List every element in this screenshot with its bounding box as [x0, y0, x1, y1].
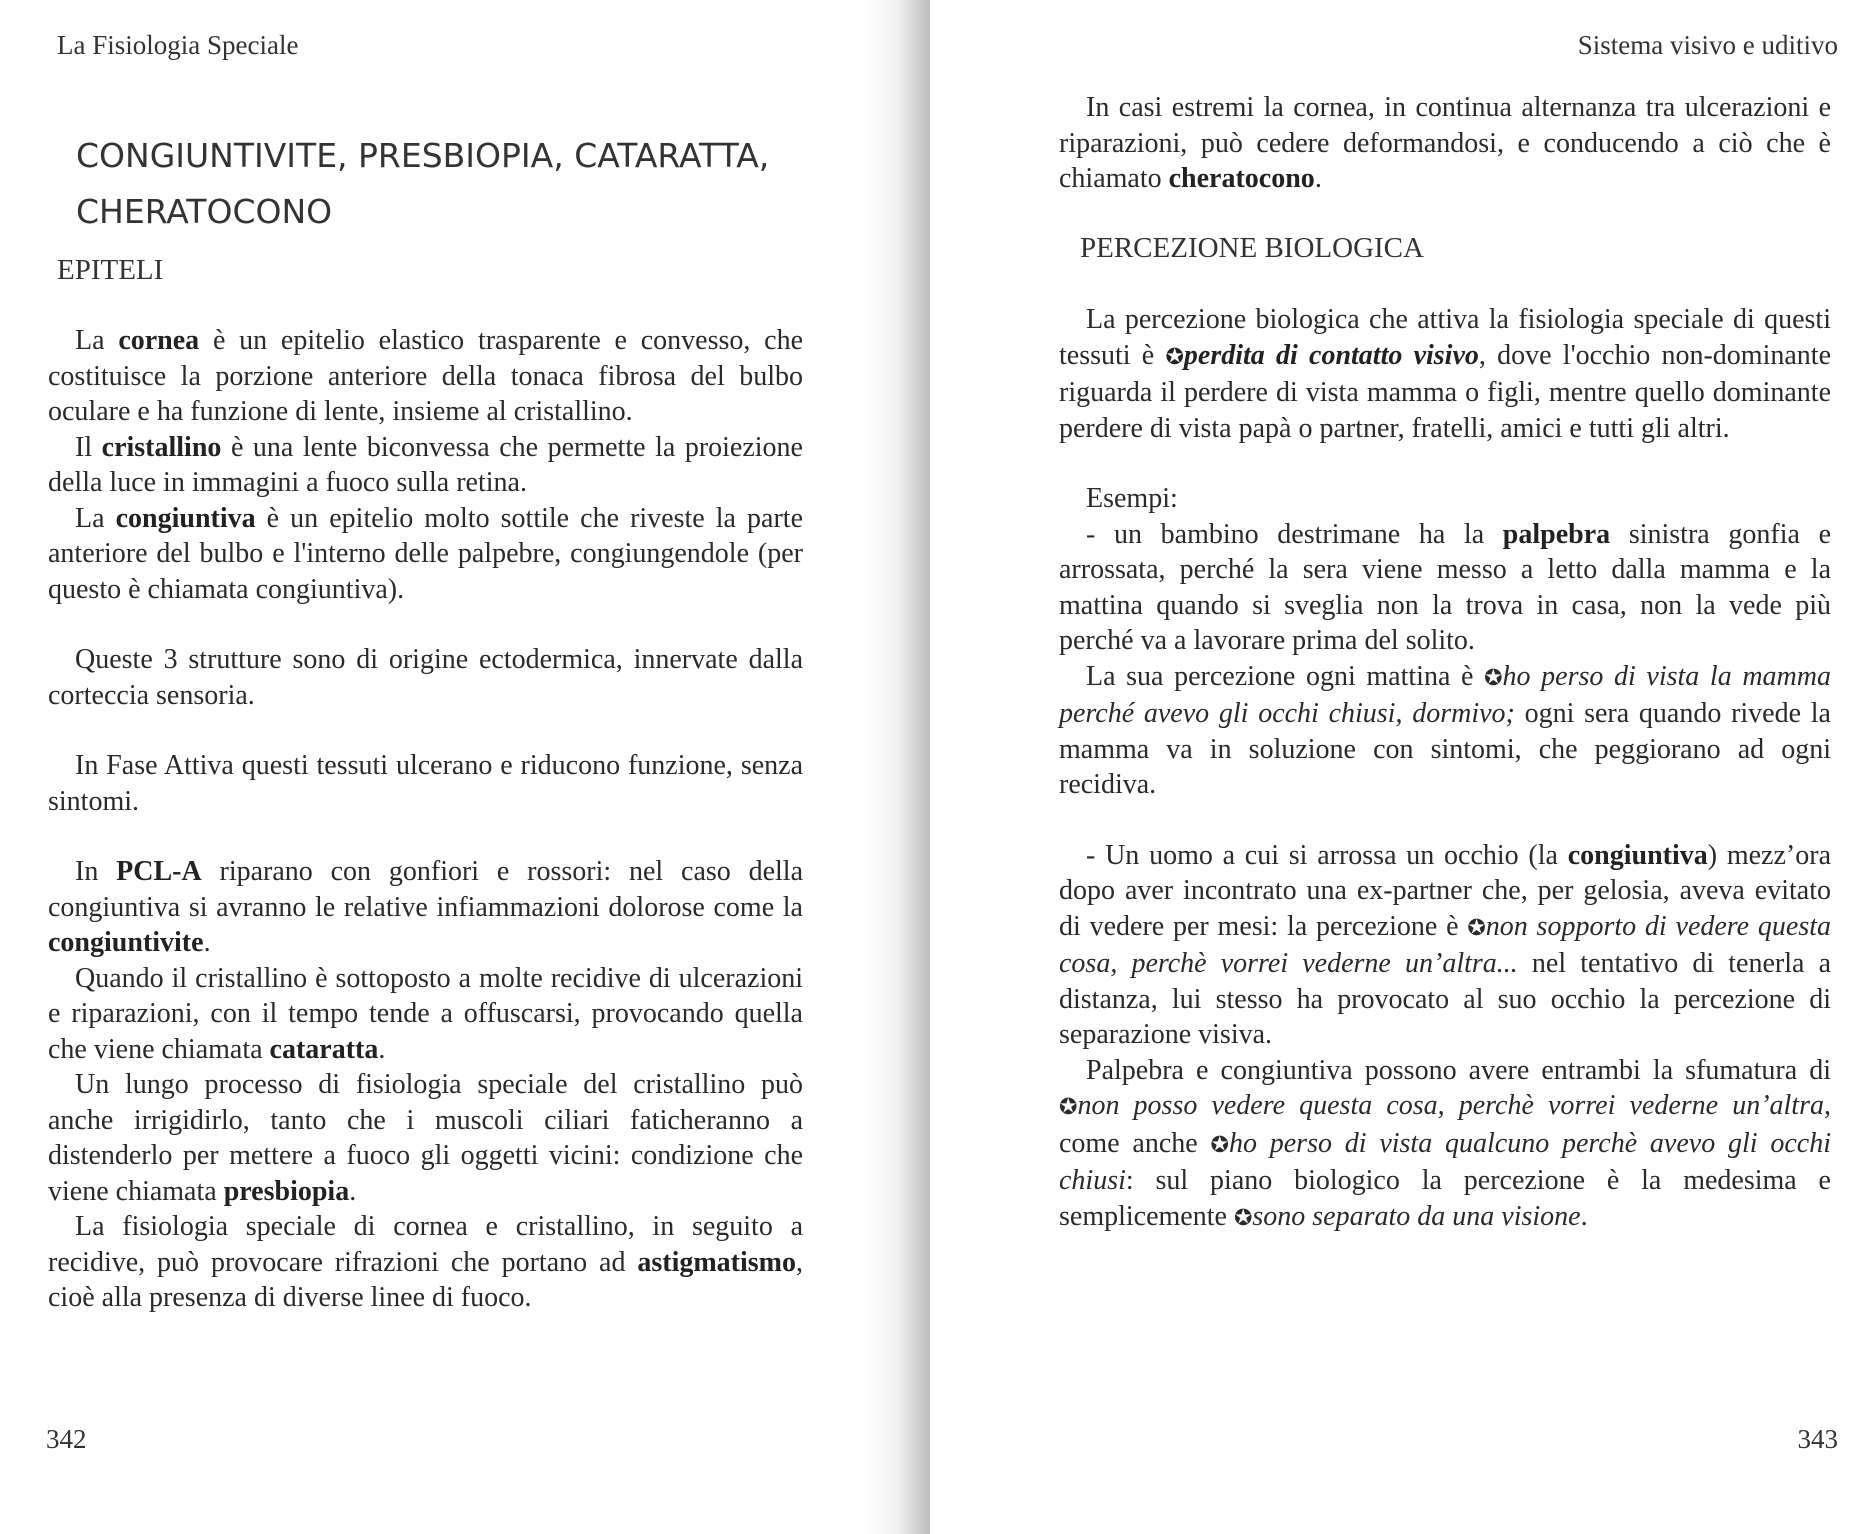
term-palpebra: palpebra — [1502, 518, 1611, 550]
paragraph-example-1-perception: La sua percezione ogni mattina è ✪ho perso di vista la mamma perché avevo gli occhi chiusi, dormivo; ogni sera quando rivede la mamma va in soluzione con sintomi, che peggiorano ad ogni recidiva. — [1059, 660, 1832, 800]
right-body-text-top — [1059, 90, 1831, 197]
page-number-left: 342 — [46, 1424, 87, 1454]
term-congiuntiva: congiuntiva — [1567, 839, 1708, 871]
paragraph-cornea: La cornea è un epitelio elastico trasparente e convesso, che costituisce la porzione anteriore della tonaca fibrosa del bulbo oculare e ha funzione di lente, insieme al cristallino. — [48, 325, 804, 427]
running-head-left: La Fisiologia Speciale — [57, 30, 299, 60]
paragraph-percezione: La percezione biologica che attiva la fisiologia speciale di questi tessuti è ✪perdita di contatto visivo, dove l'occhio non-dominante riguarda il perdere di vista mamma o figli, mentre quello dominante perdere di vista papà o partner, fratelli, amici e tutti gli altri. — [1059, 304, 1832, 444]
paragraph-congiuntiva: La congiuntiva è un epitelio molto sottile che riveste la parte anteriore del bulbo e l'interno delle palpebre, congiungendole (per questo è chiamata congiuntiva). — [48, 502, 803, 605]
percezione-marker-icon: ✪ — [1467, 915, 1486, 941]
paragraph-cristallino: Il cristallino è una lente biconvessa che permette la proiezione della luce in immagini a fuoco sulla retina. — [48, 431, 803, 498]
term-congiuntiva: congiuntiva — [115, 502, 256, 534]
paragraph-cheratocono: In casi estremi la cornea, in continua alternanza tra ulcerazioni e riparazioni, può cedere deformandosi, e conducendo a ciò che è chiamato cheratocono. — [1059, 92, 1831, 194]
page-number-right: 343 — [1797, 1424, 1838, 1454]
paragraph-example-2: - Un uomo a cui si arrossa un occhio (la congiuntiva) mezz’ora dopo aver incontrato una ex-partner che, per gelosia, aveva evitato di vedere per mesi: la percezione è ✪non sopporto di vedere questa cosa, perchè vorrei vederne un’altra... nel tentativo di tenerla a distanza, lui stesso ha provocato al suo occhio la percezione di separazione visiva. — [1059, 839, 1831, 1050]
term-cheratocono: cheratocono — [1168, 163, 1315, 194]
paragraph-pcl-a: In PCL-A riparano con gonfiori e rossori: nel caso della congiuntiva si avranno le relative infiammazioni dolorose come la congiuntivite. — [48, 856, 804, 958]
term-cataratta: cataratta — [269, 1033, 379, 1065]
paragraph-presbiopia: Un lungo processo di fisiologia speciale del cristallino può anche irrigidirlo, tanto che i muscoli ciliari faticheranno a distenderlo per mettere a fuoco gli oggetti vicini: condizione che viene chiamata presbiopia. — [48, 1069, 803, 1207]
term-astigmatismo: astigmatismo — [637, 1246, 796, 1278]
running-head-right: Sistema visivo e uditivo — [1577, 30, 1838, 60]
percezione-marker-icon: ✪ — [1210, 1132, 1229, 1158]
term-presbiopia: presbiopia — [223, 1175, 350, 1207]
left-body-text — [48, 323, 803, 1316]
percezione-marker-icon: ✪ — [1165, 344, 1184, 370]
paragraph-fase-attiva: In Fase Attiva questi tessuti ulcerano e riducono funzione, senza sintomi. — [48, 750, 803, 817]
percezione-marker-icon: ✪ — [1484, 665, 1503, 691]
section-heading-epiteli: EPITELI — [57, 254, 164, 286]
term-perdita-contatto: perdita di contatto visivo — [1183, 339, 1479, 371]
chapter-title-line-2: CHERATOCONO — [76, 192, 333, 231]
term-pcl-a: PCL-A — [116, 856, 202, 887]
right-body-text — [1059, 302, 1831, 1236]
percezione-marker-icon: ✪ — [1233, 1205, 1253, 1231]
term-cristallino: cristallino — [101, 431, 222, 463]
chapter-title — [76, 128, 796, 240]
paragraph-origine: Queste 3 strutture sono di origine ectodermica, innervate dalla corteccia sensoria. — [48, 644, 803, 711]
section-heading-percezione: PERCEZIONE BIOLOGICA — [1080, 232, 1424, 264]
right-page — [930, 0, 1868, 1534]
chapter-title-line-1: CONGIUNTIVITE, PRESBIOPIA, CATARATTA, — [76, 136, 770, 175]
term-cornea: cornea — [118, 325, 200, 356]
paragraph-cataratta: Quando il cristallino è sottoposto a molte recidive di ulcerazioni e riparazioni, con il tempo tende a offuscarsi, provocando quella che viene chiamata cataratta. — [48, 962, 803, 1065]
paragraph-astigmatismo: La fisiologia speciale di cornea e cristallino, in seguito a recidive, può provocare rifrazioni che portano ad astigmatismo, cioè alla presenza di diverse linee di fuoco. — [48, 1211, 803, 1313]
paragraph-example-1: - un bambino destrimane ha la palpebra sinistra gonfia e arrossata, perché la sera viene messo a letto dalla mamma e la mattina quando si sveglia non la trova in casa, non la vede più perché va a lavorare prima del solito. — [1059, 518, 1831, 656]
paragraph-sfumatura: Palpebra e congiuntiva possono avere entrambi la sfumatura di ✪non posso vedere questa cosa, perchè vorrei vederne un’altra, come anche ✪ho perso di vista qualcuno perchè avevo gli occhi chiusi: sul piano biologico la percezione è la medesima e semplicemente ✪sono separato da una visione. — [1059, 1054, 1831, 1232]
examples-label: Esempi: — [1086, 483, 1178, 514]
left-page — [0, 0, 930, 1534]
term-congiuntivite: congiuntivite — [48, 927, 204, 958]
percezione-marker-icon: ✪ — [1059, 1095, 1078, 1120]
